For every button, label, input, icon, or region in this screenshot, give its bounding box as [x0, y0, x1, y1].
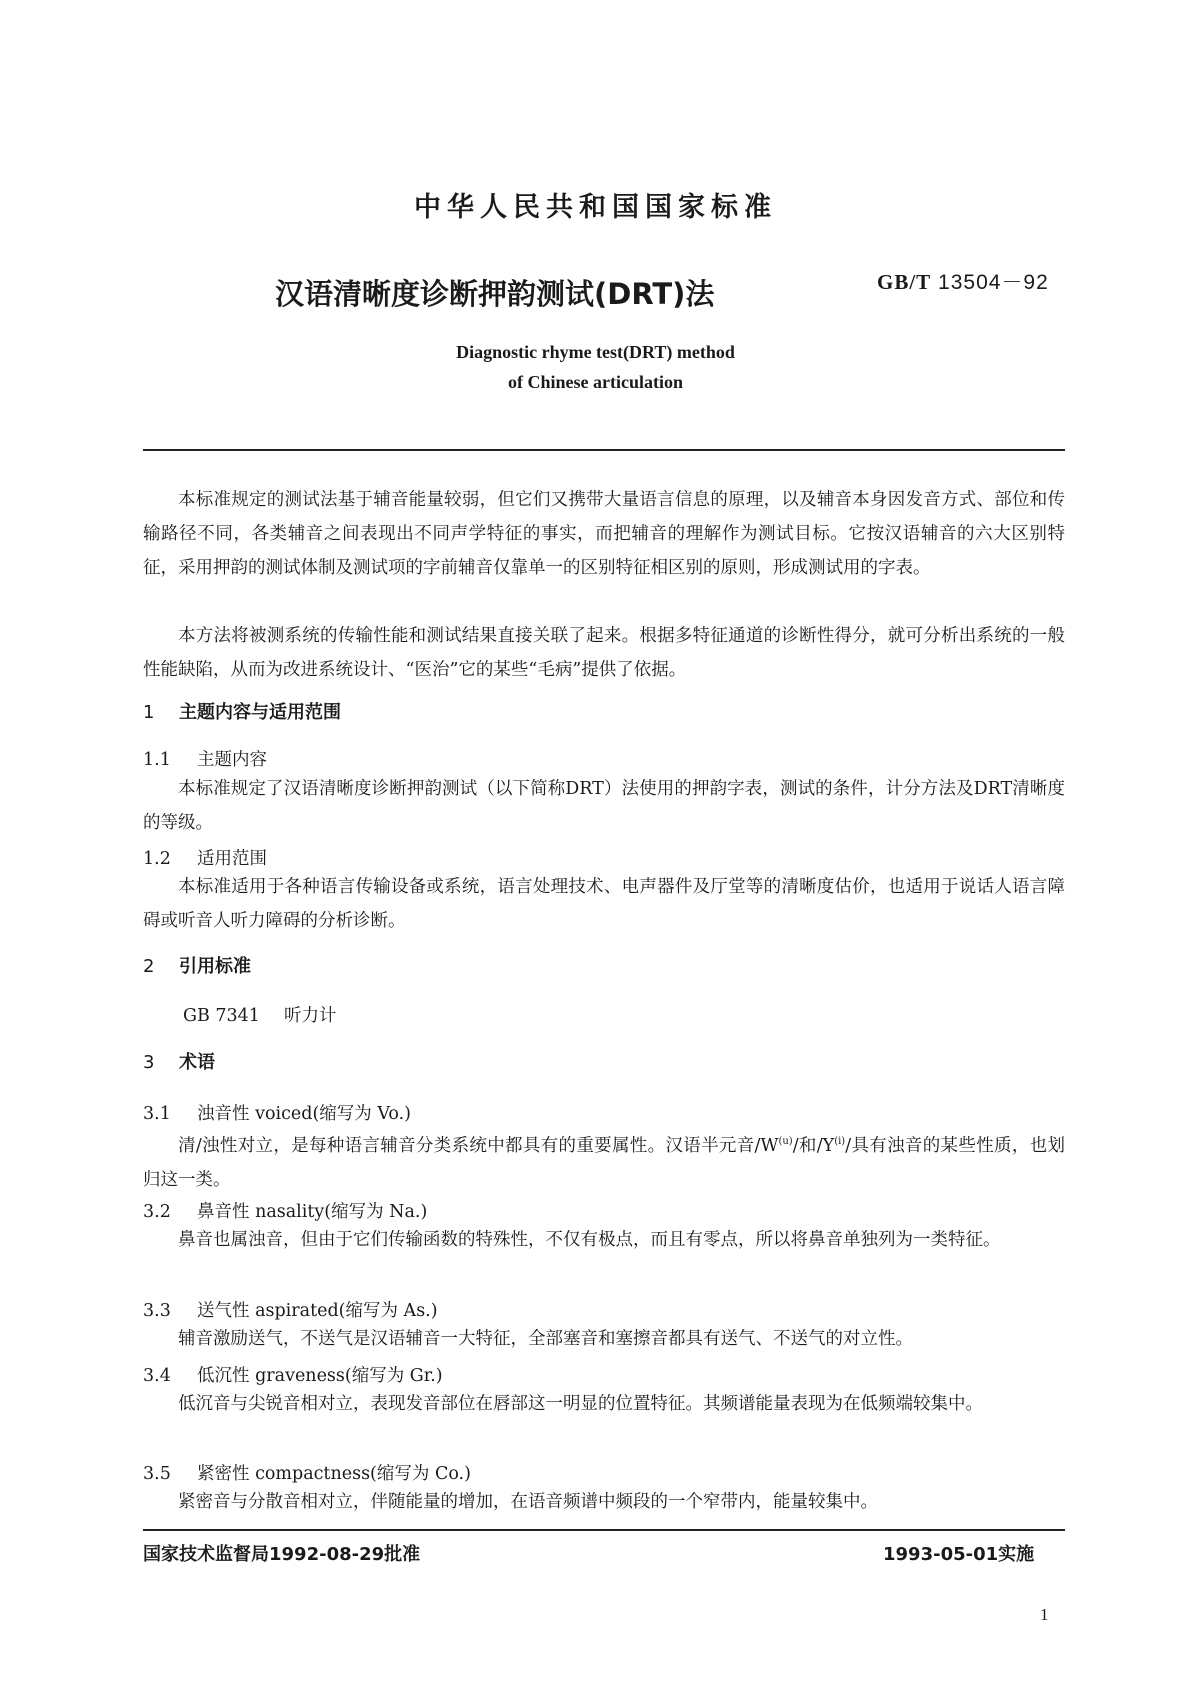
page-number: 1	[1040, 1605, 1049, 1624]
term-3-5-heading: 3.5 紧密性 compactness(缩写为 Co.)	[143, 1464, 471, 1484]
reference-name: 听力计	[283, 1006, 337, 1026]
effective-date-line: 1993-05-01实施	[883, 1544, 1035, 1565]
term-3-1-heading: 3.1 浊音性 voiced(缩写为 Vo.)	[143, 1104, 411, 1124]
term-3-4-heading: 3.4 低沉性 graveness(缩写为 Gr.)	[143, 1366, 443, 1386]
section-1-heading: 1 主题内容与适用范围	[143, 702, 341, 723]
term-3-3-heading: 3.3 送气性 aspirated(缩写为 As.)	[143, 1301, 438, 1321]
term-3-2-heading: 3.2 鼻音性 nasality(缩写为 Na.)	[143, 1202, 428, 1222]
term-3-4-text: 低沉音与尖锐音相对立，表现发音部位在唇部这一明显的位置特征。其频谱能量表现为在低频端较集中。	[178, 1394, 983, 1414]
intro-paragraph-2: 本方法将被测系统的传输性能和测试结果直接关联了起来。根据多特征通道的诊断性得分，就可分析出系统的一般性能缺陷，从而为改进系统设计、“医治”它的某些“毛病”提供了依据。	[143, 626, 1065, 680]
section-1-1-text: 本标准规定了汉语清晰度诊断押韵测试（以下简称DRT）法使用的押韵字表，测试的条件，计分方法及DRT清晰度的等级。	[143, 779, 1065, 833]
section-2-heading: 2 引用标准	[143, 956, 251, 977]
standard-code: 13504－92	[938, 271, 1049, 294]
footer-divider	[143, 1529, 1065, 1531]
header-divider	[143, 449, 1065, 451]
document-title-zh: 汉语清晰度诊断押韵测试(DRT)法	[275, 277, 715, 311]
section-1-1-heading: 1.1 主题内容	[143, 750, 267, 770]
national-standard-heading: 中华人民共和国国家标准	[414, 192, 777, 223]
section-1-2-heading: 1.2 适用范围	[143, 849, 267, 869]
section-3-heading: 3 术语	[143, 1052, 215, 1073]
intro-paragraph-1: 本标准规定的测试法基于辅音能量较弱，但它们又携带大量语言信息的原理，以及辅音本身因发音方式、部位和传输路径不同，各类辅音之间表现出不同声学特征的事实，而把辅音的理解作为测试目标。它按汉语辅音的六大区别特征，采用押韵的测试体制及测试项的字前辅音仅靠单一的区别特征相区别的原则，形成测试用的字表。	[143, 490, 1065, 578]
term-3-2-text: 鼻音也属浊音，但由于它们传输函数的特殊性，不仅有极点，而且有零点，所以将鼻音单独列为一类特征。	[178, 1230, 1001, 1250]
term-3-5-text: 紧密音与分散音相对立，伴随能量的增加，在语音频谱中频段的一个窄带内，能量较集中。	[178, 1492, 878, 1512]
approval-line: 国家技术监督局1992-08-29批准	[143, 1544, 421, 1565]
section-1-2-text: 本标准适用于各种语言传输设备或系统，语言处理技术、电声器件及厅堂等的清晰度估价，也适用于说话人语言障碍或听音人听力障碍的分析诊断。	[143, 877, 1065, 931]
standard-prefix: GB/T	[877, 270, 932, 294]
reference-code: GB 7341	[183, 1006, 260, 1026]
superscript-u: (u)	[778, 1136, 793, 1147]
term-3-3-text: 辅音激励送气，不送气是汉语辅音一大特征，全部塞音和塞擦音都具有送气、不送气的对立性。	[178, 1329, 913, 1349]
reference-standard	[183, 1002, 336, 1027]
superscript-i: (i)	[834, 1136, 846, 1147]
document-title-en-line1: Diagnostic rhyme test(DRT) method	[456, 342, 735, 362]
term-3-1-text: 清/浊性对立，是每种语言辅音分类系统中都具有的重要属性。汉语半元音$/W^{(u)}/$和$/Y^{(i)}/$具有浊音的某些性质，也划归这一类。	[143, 1135, 1065, 1190]
standard-number	[877, 266, 1049, 296]
document-title-en-line2: of Chinese articulation	[508, 372, 683, 392]
